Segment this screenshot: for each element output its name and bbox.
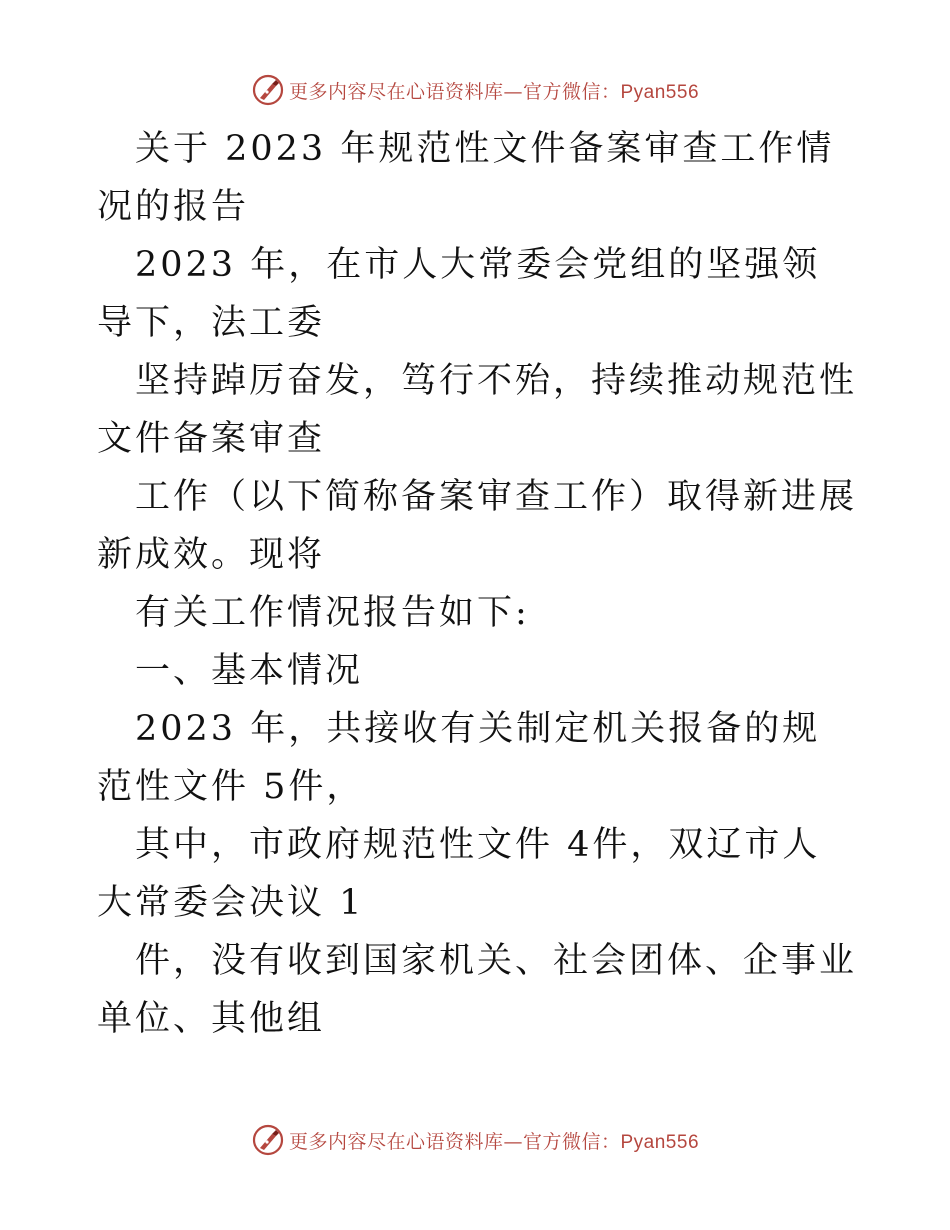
wechat-handle: Pyan556 — [620, 81, 700, 103]
wechat-handle: Pyan556 — [620, 1131, 700, 1153]
banner-text — [289, 1127, 699, 1154]
header-banner — [0, 70, 950, 110]
paragraph: 坚持踔厉奋发，笃行不殆，持续推动规范性文件备案审查 — [97, 361, 858, 459]
paragraph: 其中，市政府规范性文件 4件，双辽市人大常委会决议 1 — [97, 825, 821, 923]
pen-nib-logo-icon — [251, 73, 285, 107]
banner-text — [289, 77, 699, 104]
document-body — [97, 120, 857, 1048]
paragraph: 件，没有收到国家机关、社会团体、企事业单位、其他组 — [97, 941, 858, 1039]
banner-slogan: 更多内容尽在心语资料库—官方微信： — [288, 80, 621, 103]
footer-banner — [0, 1120, 950, 1160]
banner-slogan: 更多内容尽在心语资料库—官方微信： — [288, 1130, 621, 1153]
paragraph: 2023 年，在市人大常委会党组的坚强领导下，法工委 — [97, 245, 821, 343]
paragraph: 有关工作情况报告如下: — [135, 593, 530, 633]
pen-nib-logo-icon — [251, 1123, 285, 1157]
document-title: 关于 2023 年规范性文件备案审查工作情况的报告 — [97, 129, 835, 227]
section-heading: 一、基本情况 — [135, 651, 364, 691]
paragraph: 工作（以下简称备案审查工作）取得新进展新成效。现将 — [97, 477, 858, 575]
paragraph: 2023 年，共接收有关制定机关报备的规范性文件 5件， — [97, 709, 821, 807]
